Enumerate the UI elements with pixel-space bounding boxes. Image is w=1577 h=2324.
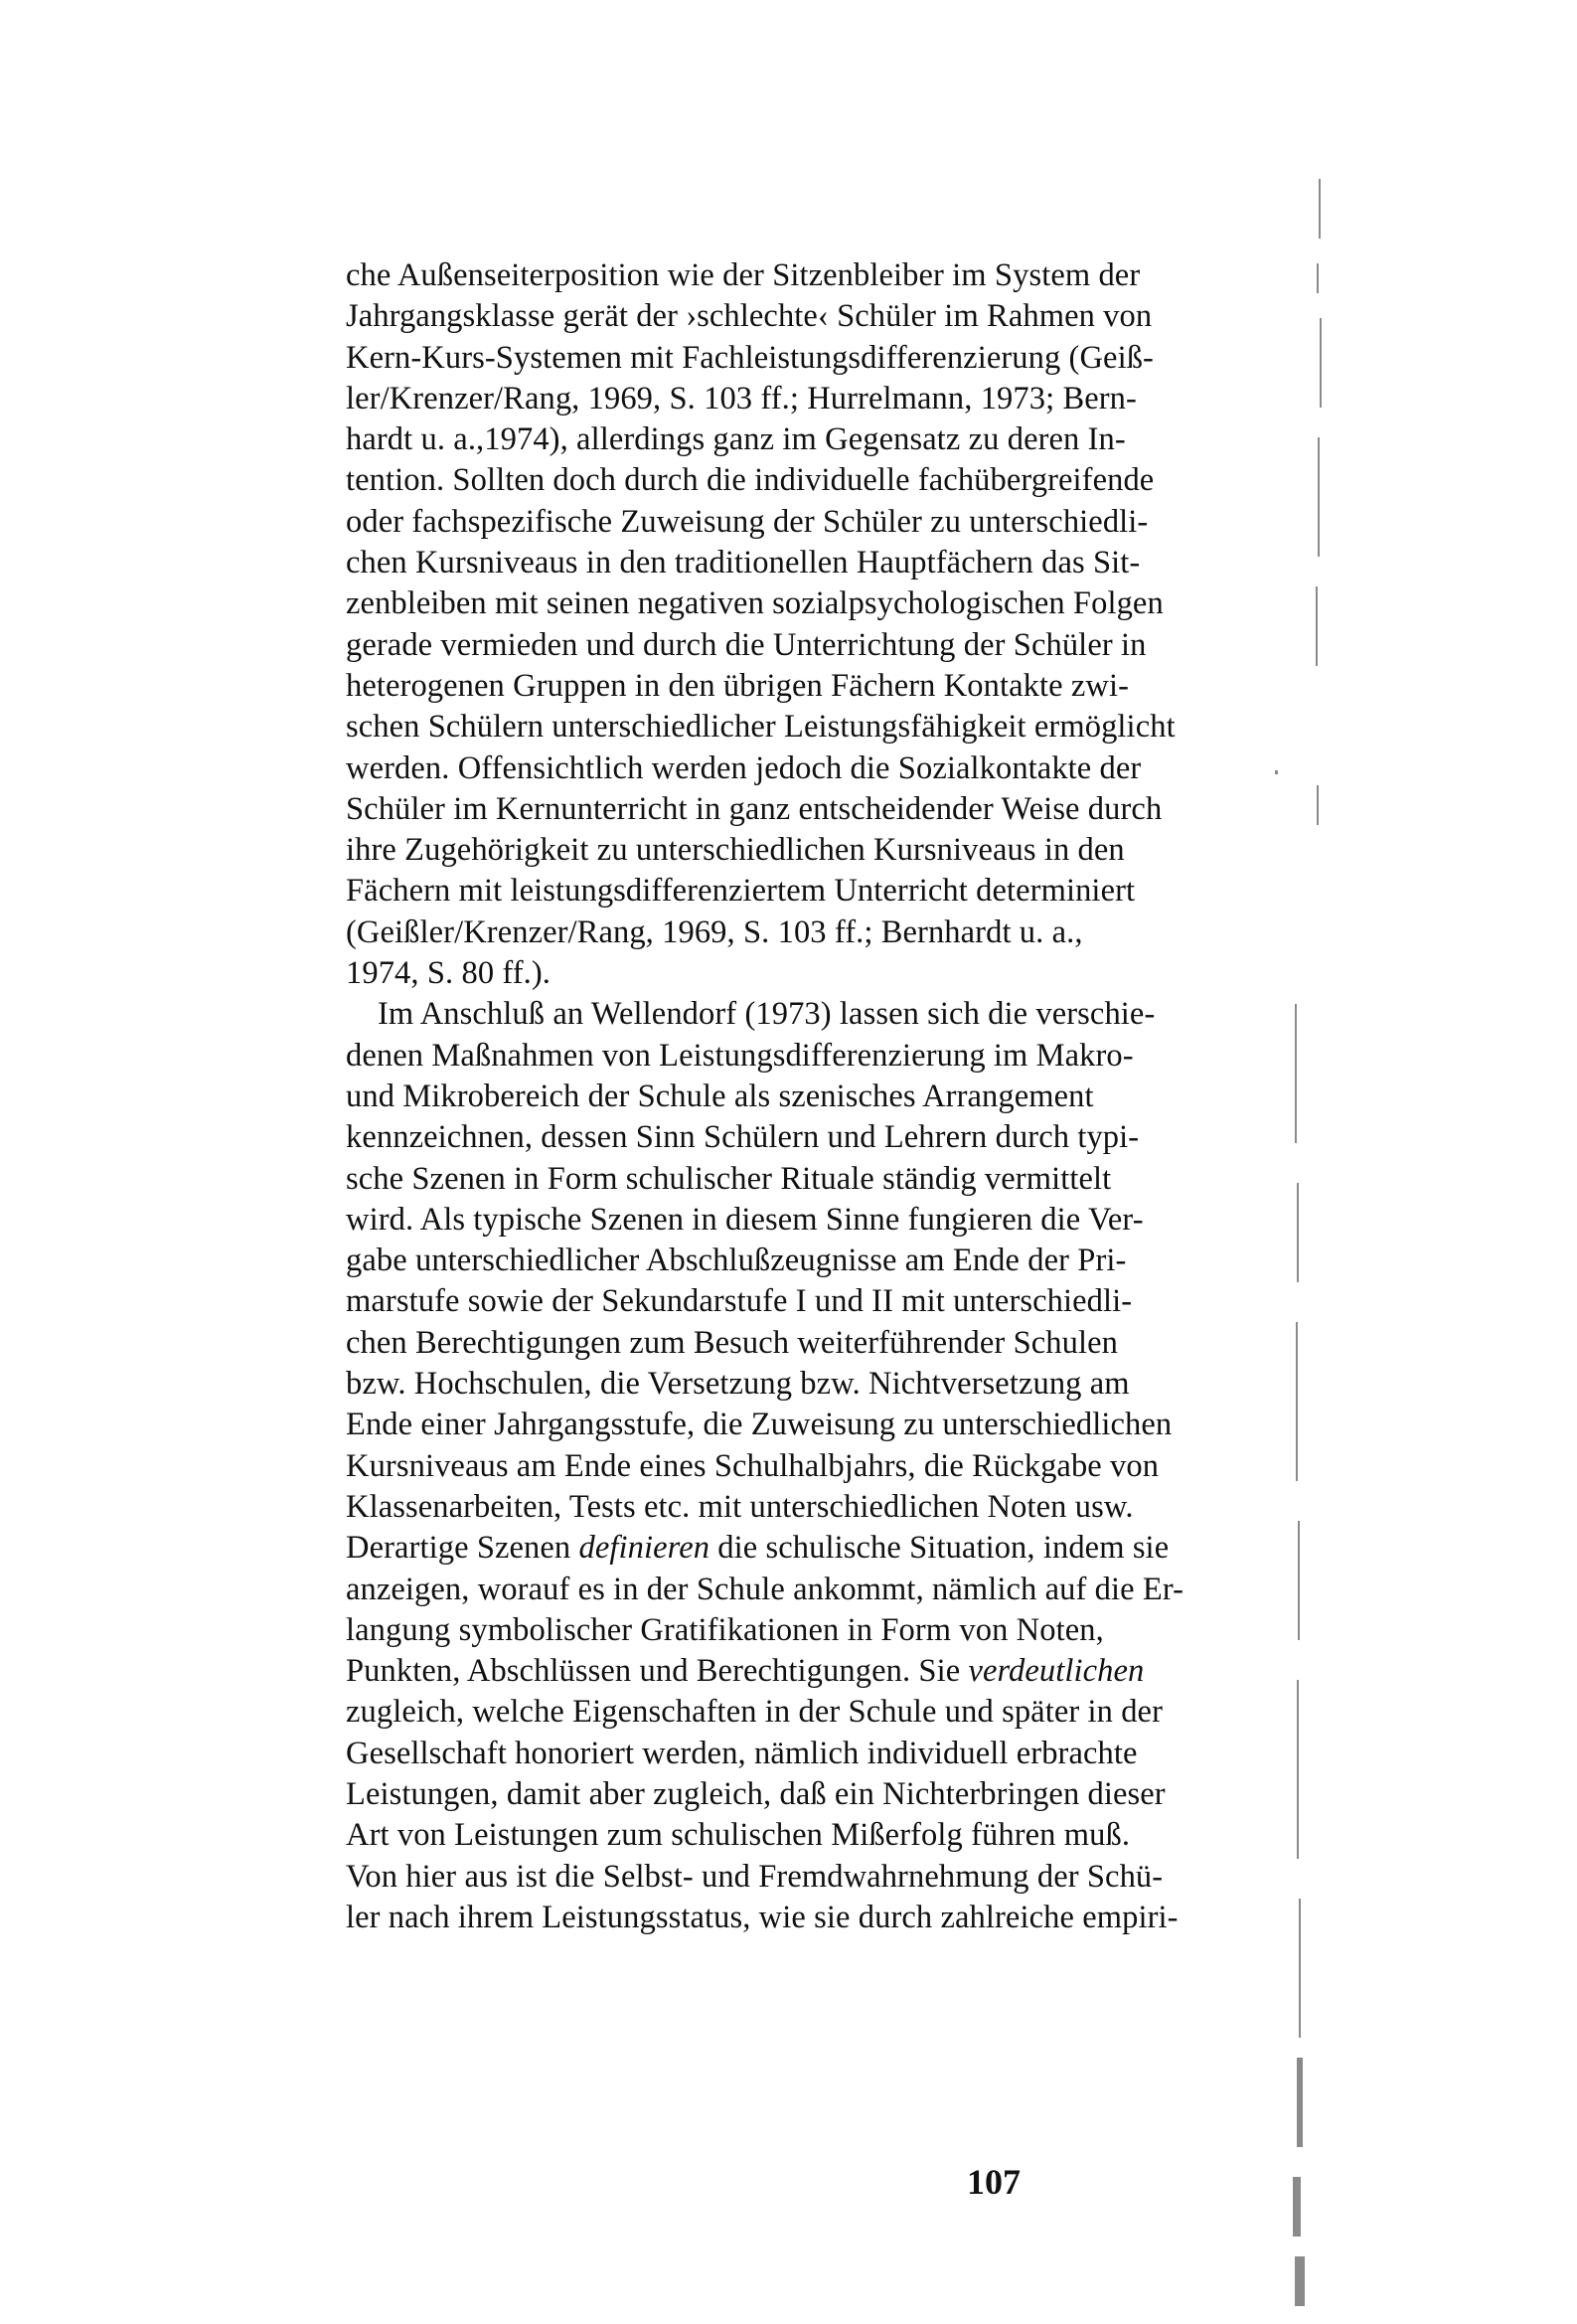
text-fragment: die schulische Situation, indem sie (710, 1530, 1170, 1567)
text-line: Schüler im Kernunterricht in ganz entscheidender Weise durch (346, 790, 1163, 827)
text-line: tention. Sollten doch durch die individuelle fachübergreifende (346, 462, 1155, 499)
scan-speckles (1275, 179, 1322, 2306)
text-line: Von hier aus ist die Selbst- und Fremdwahrnehmung der Schü- (346, 1858, 1164, 1895)
text-line: Ende einer Jahrgangsstufe, die Zuweisung zu unterschiedlichen (346, 1407, 1173, 1443)
text-line: Kursniveaus am Ende eines Schulhalbjahrs, die Rückgabe von (346, 1447, 1160, 1484)
text-line: marstufe sowie der Sekundarstufe I und II mit unterschiedli- (346, 1283, 1133, 1320)
text-line: langung symbolischer Gratifikationen in Form von Noten, (346, 1611, 1104, 1648)
text-fragment: Punkten, Abschlüssen und Berechtigungen. Sie (346, 1653, 969, 1690)
text-line: che Außenseiterposition wie der Sitzenbleiber im System der (346, 257, 1141, 293)
italic-word-definieren: definieren (578, 1530, 710, 1567)
text-line: schen Schülern unterschiedlicher Leistungsfähigkeit ermöglicht (346, 709, 1176, 746)
text-line: wird. Als typische Szenen in diesem Sinne fungieren die Ver- (346, 1201, 1144, 1238)
text-line: gerade vermieden und durch die Unterrichtung der Schüler in (346, 626, 1147, 663)
text-line: sche Szenen in Form schulischer Rituale ständig vermittelt (346, 1160, 1112, 1197)
text-line: ihre Zugehörigkeit zu unterschiedlichen Kursniveaus in den (346, 832, 1125, 869)
text-line-verdeutlichen (346, 1651, 1145, 1692)
text-line: hardt u. a.,1974), allerdings ganz im Gegensatz zu deren In- (346, 421, 1126, 458)
text-line: ler nach ihrem Leistungsstatus, wie sie durch zahlreiche empiri- (346, 1899, 1179, 1935)
text-line: gabe unterschiedlicher Abschlußzeugnisse am Ende der Pri- (346, 1243, 1127, 1279)
text-line: heterogenen Gruppen in den übrigen Fächern Kontakte zwi- (346, 667, 1130, 704)
text-line: bzw. Hochschulen, die Versetzung bzw. Nichtversetzung am (346, 1366, 1130, 1403)
text-line: (Geißler/Krenzer/Rang, 1969, S. 103 ff.; Bernhardt u. a., (346, 913, 1083, 950)
text-line: Leistungen, damit aber zugleich, daß ein Nichterbringen dieser (346, 1775, 1166, 1812)
scan-edge-artifact (1267, 169, 1327, 2316)
text-line: anzeigen, worauf es in der Schule ankommt, nämlich auf die Er- (346, 1571, 1184, 1607)
text-line-definieren (346, 1528, 1170, 1569)
text-line: Klassenarbeiten, Tests etc. mit unterschiedlichen Noten usw. (346, 1488, 1134, 1525)
text-line: Jahrgangsklasse gerät der ›schlechte‹ Schüler im Rahmen von (346, 298, 1153, 335)
text-line: ler/Krenzer/Rang, 1969, S. 103 ff.; Hurrelmann, 1973; Bern- (346, 380, 1137, 416)
page-number: 107 (967, 2162, 1021, 2202)
text-line: oder fachspezifische Zuweisung der Schüler zu unterschiedli- (346, 503, 1149, 540)
text-line: und Mikrobereich der Schule als szenisches Arrangement (346, 1078, 1094, 1114)
text-line: kennzeichnen, dessen Sinn Schülern und Lehrern durch typi- (346, 1119, 1140, 1156)
text-line: zenbleiben mit seinen negativen sozialpsychologischen Folgen (346, 585, 1164, 622)
text-line: denen Maßnahmen von Leistungsdifferenzierung im Makro- (346, 1037, 1134, 1074)
text-line: Fächern mit leistungsdifferenziertem Unterricht determiniert (346, 873, 1136, 910)
text-line: zugleich, welche Eigenschaften in der Schule und später in der (346, 1694, 1164, 1731)
text-line: Im Anschluß an Wellendorf (1973) lassen sich die verschie- (378, 996, 1156, 1033)
text-line: chen Kursniveaus in den traditionellen Hauptfächern das Sit- (346, 545, 1141, 581)
text-line: werden. Offensichtlich werden jedoch die Sozialkontakte der (346, 749, 1142, 786)
text-line: chen Berechtigungen zum Besuch weiterführender Schulen (346, 1324, 1118, 1361)
italic-word-verdeutlichen: verdeutlichen (968, 1653, 1145, 1690)
body-text (346, 255, 1184, 1938)
text-line: Art von Leistungen zum schulischen Mißerfolg führen muß. (346, 1817, 1131, 1854)
text-line: Kern-Kurs-Systemen mit Fachleistungsdifferenzierung (Geiß- (346, 339, 1154, 376)
text-line: Gesellschaft honoriert werden, nämlich individuell erbrachte (346, 1735, 1138, 1771)
text-line: 1974, S. 80 ff.). (346, 955, 552, 992)
text-fragment: Derartige Szenen (346, 1530, 579, 1567)
